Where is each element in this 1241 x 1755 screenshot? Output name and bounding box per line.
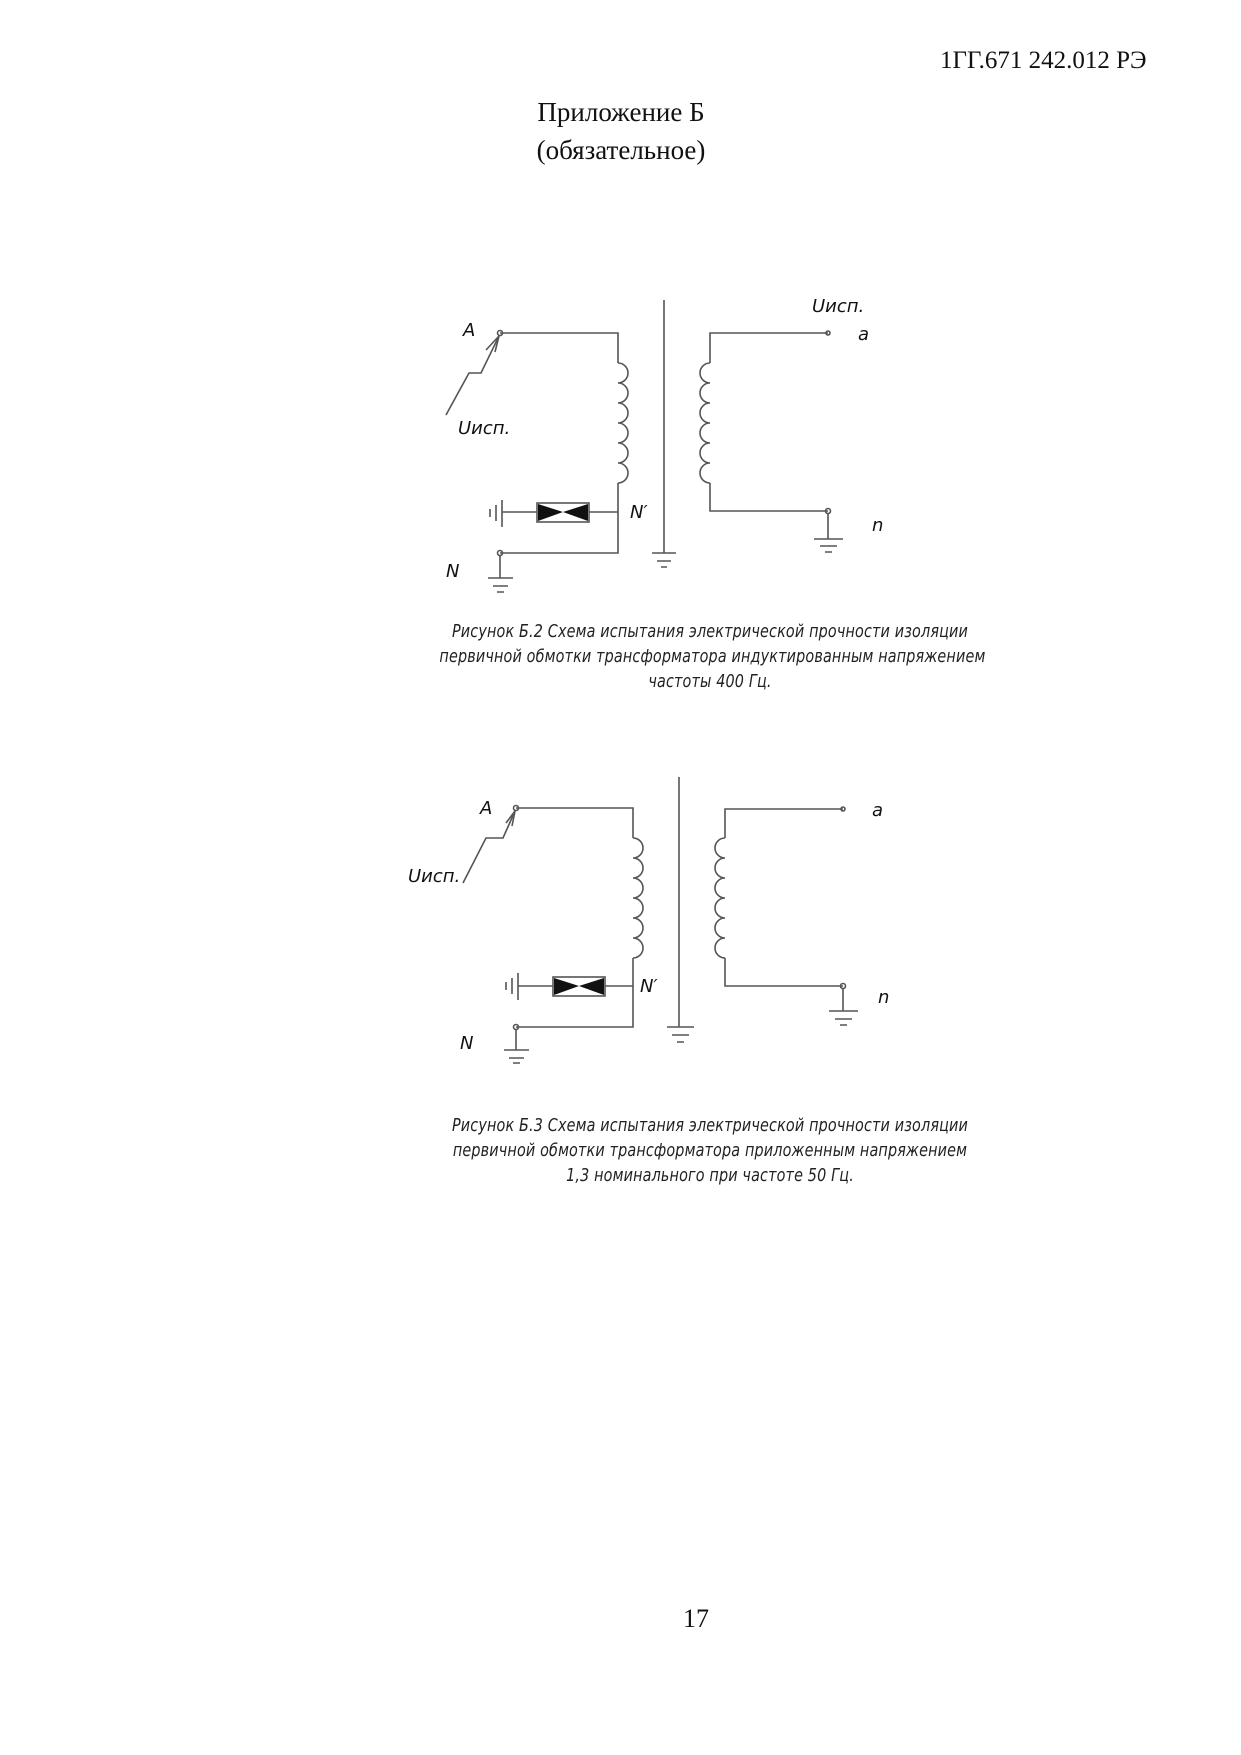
label-N-prime: N′ [640,976,658,997]
label-A: A [480,798,493,819]
figure-b2-caption-line-2: первичной обмотки трансформатора индуктированным напряжением [439,647,986,667]
figure-b3-caption-line-3: 1,3 номинального при частоте 50 Гц. [566,1166,854,1186]
ground-left-plates [490,500,502,527]
figure-b2-diagram [446,300,843,592]
ground-N [504,1030,529,1063]
secondary-bottom-wire [725,958,843,986]
ground-n [829,989,858,1025]
transformer-core [667,777,694,1042]
ground-n [814,514,843,552]
label-n: n [878,987,890,1008]
figure-b2-caption-line-1: Рисунок Б.2 Схема испытания электрической прочности изоляции [451,622,969,642]
label-N: N [460,1033,474,1054]
label-n: n [872,515,884,536]
spark-gap-fill [538,504,588,521]
label-u-secondary: Uисп. [812,296,865,317]
figure-b3-caption-line-2: первичной обмотки трансформатора приложенным напряжением [452,1141,968,1161]
primary-bottom-wire [500,483,618,553]
label-a: a [858,324,870,345]
test-voltage-lead [446,336,499,415]
figure-b3-diagram [463,777,858,1063]
secondary-coil [715,838,725,958]
secondary-bottom-wire [710,483,828,511]
spark-gap-fill [554,978,604,995]
secondary-top-wire [710,333,828,363]
primary-top-wire [516,808,633,838]
primary-top-wire [500,333,618,363]
figure-b3-caption-line-1: Рисунок Б.3 Схема испытания электрической прочности изоляции [451,1116,969,1136]
appendix-title: Приложение Б [537,97,705,127]
page-number: 17 [683,1604,709,1633]
primary-bottom-wire [516,958,633,1027]
document-code: 1ГГ.671 242.012 РЭ [940,47,1147,74]
label-N: N [446,561,460,582]
ground-left-plates [506,973,518,1000]
arrow-head [506,811,515,826]
transformer-core [652,300,676,567]
label-u-primary: Uисп. [408,866,461,887]
appendix-subtitle: (обязательное) [536,135,706,165]
label-u-primary: Uисп. [458,418,511,439]
primary-coil [618,363,628,483]
figure-b2-caption-line-3: частоты 400 Гц. [648,672,772,692]
ground-N [488,556,513,592]
label-N-prime: N′ [630,502,648,523]
secondary-coil [700,363,710,483]
label-a: a [872,800,884,821]
label-A: A [463,320,476,341]
primary-coil [633,838,643,958]
secondary-top-wire [725,809,843,838]
